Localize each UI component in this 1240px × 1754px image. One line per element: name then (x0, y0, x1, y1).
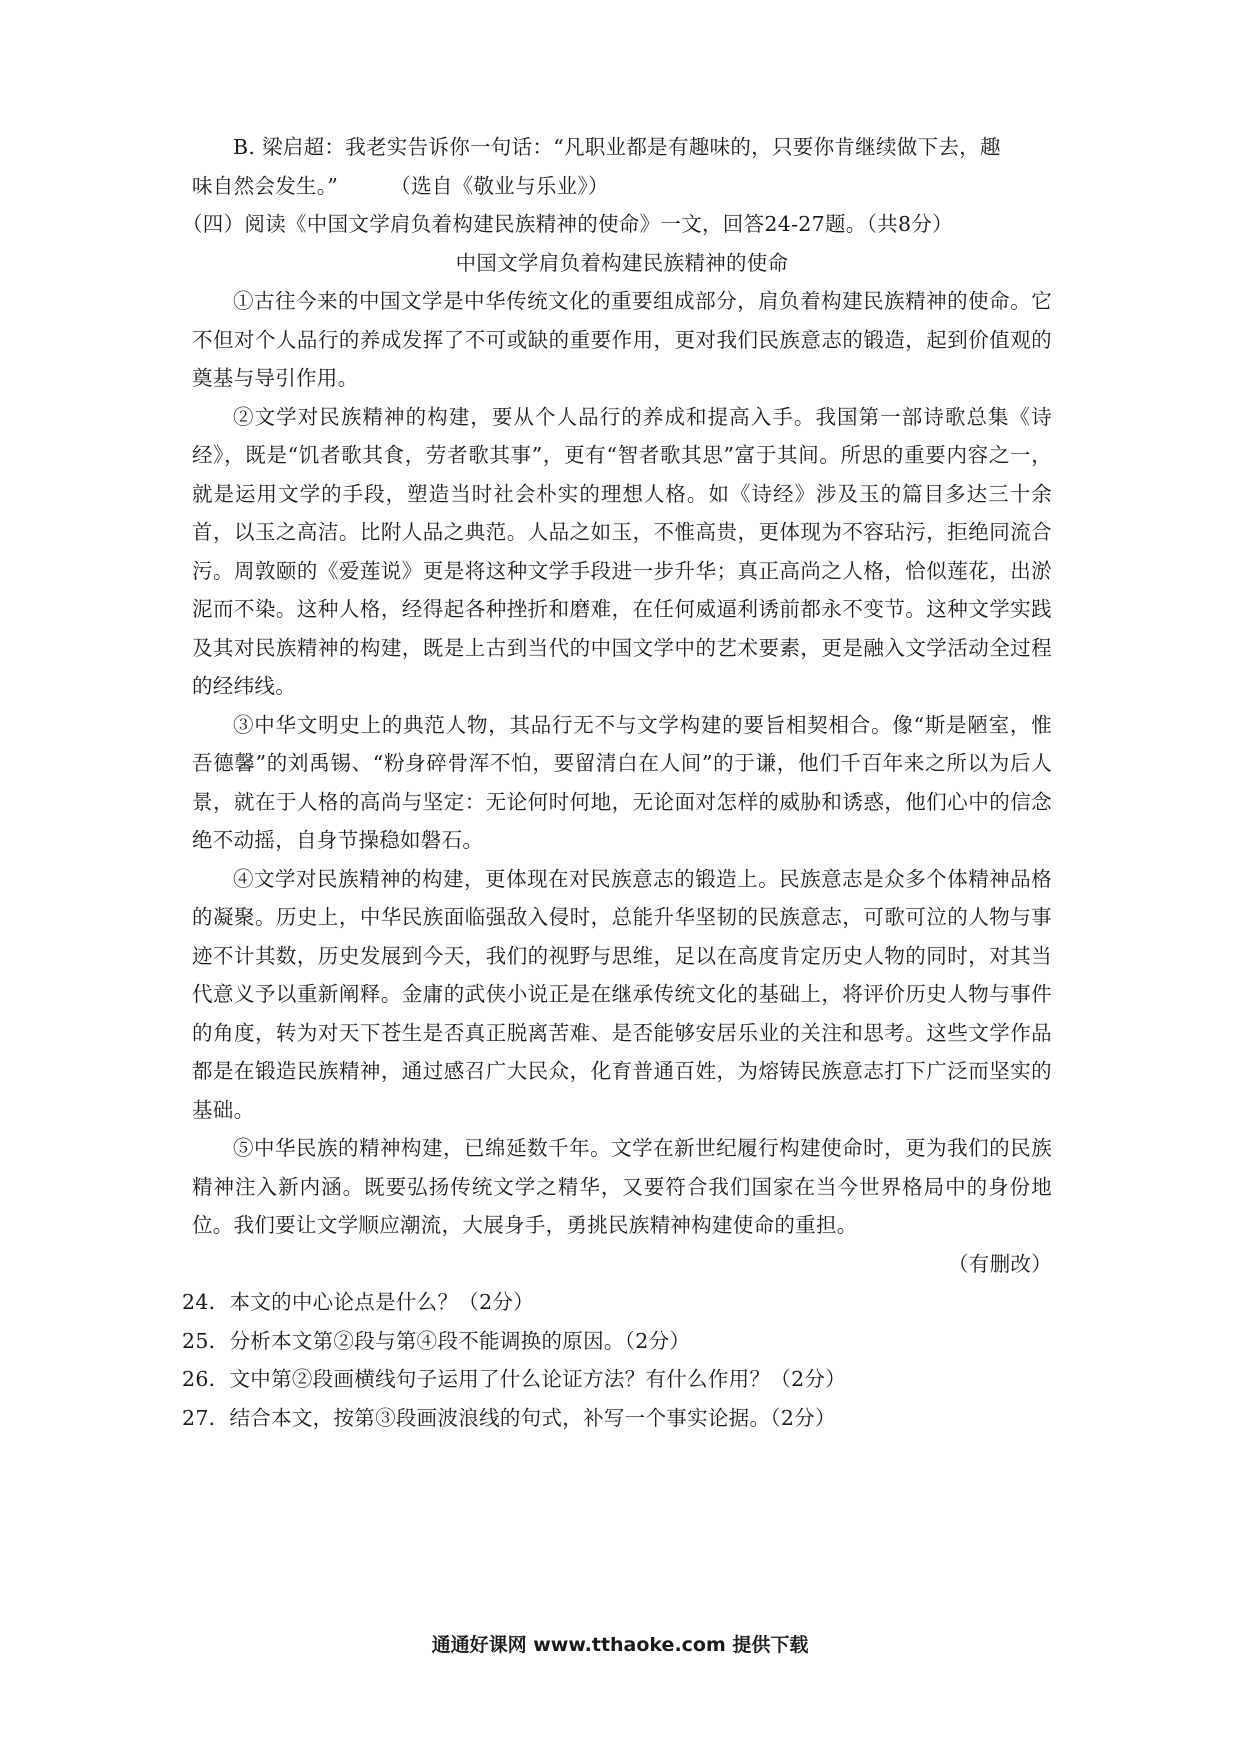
option-b-line1: B. 梁启超：我老实告诉你一句话：“凡职业都是有趣味的，只要你肯继续做下去，趣 (233, 135, 1001, 159)
question-26: 26．文中第②段画横线句子运用了什么论证方法？有什么作用？（2分） (182, 1367, 847, 1391)
article-paragraph-4: ④文学对民族精神的构建，更体现在对民族意志的锻造上。民族意志是众多个体精神品格的凝聚。历史上，中华民族面临强敌入侵时，总能升华坚韧的民族意志，可歌可泣的人物与事迹不计其数，历史发展到今天，我们的视野与思维，足以在高度肯定历史人物的同时，对其当代意义予以重新阐释。金庸的武侠小说正是在继承传统文化的基础上，将评价历史人物与事件的角度，转为对天下苍生是否真正脱离苦难、是否能够安居乐业的关注和思考。这些文学作品都是在锻造民族精神，通过感召广大民众，化育普通百姓，为熔铸民族意志打下广泛而坚实的基础。 (192, 866, 1052, 1122)
question-25: 25．分析本文第②段与第④段不能调换的原因。（2分） (182, 1328, 691, 1353)
question-list (182, 1283, 1052, 1437)
article-paragraph-1: ①古往今来的中国文学是中华传统文化的重要组成部分，肩负着构建民族精神的使命。它不但对个人品行的养成发挥了不可或缺的重要作用，更对我们民族意志的锻造，起到价值观的奠基与导引作用。 (192, 289, 1052, 390)
option-b-line2: 味自然会发生。” （选自《敬业与乐业》） (192, 173, 609, 198)
question-27: 27．结合本文，按第③段画波浪线的句式，补写一个事实论据。（2分） (182, 1405, 836, 1430)
edit-note: （有删改） (948, 1251, 1052, 1276)
article-paragraph-5: ⑤中华民族的精神构建，已绵延数千年。文学在新世纪履行构建使命时，更为我们的民族精神注入新内涵。既要弘扬传统文学之精华，又要符合我们国家在当今世界格局中的身份地位。我们要让文学顺应潮流，大展身手，勇挑民族精神构建使命的重担。 (192, 1136, 1052, 1237)
section-intro: （四）阅读《中国文学肩负着构建民族精神的使命》一文，回答24-27题。（共8分） (182, 212, 953, 236)
option-b-block (182, 128, 1052, 1437)
article-title: 中国文学肩负着构建民族精神的使命 (455, 250, 789, 275)
article-paragraph-2: ②文学对民族精神的构建，要从个人品行的养成和提高入手。我国第一部诗歌总集《诗经》，既是“饥者歌其食，劳者歌其事”，更有“智者歌其思”富于其间。所思的重要内容之一，就是运用文学的手段，塑造当时社会朴实的理想人格。如《诗经》涉及玉的篇目多达三十余首，以玉之高洁。比附人品之典范。人品之如玉，不惟高贵，更体现为不容玷污，拒绝同流合污。周敦颐的《爱莲说》更是将这种文学手段进一步升华；真正高尚之人格，恰似莲花，出淤泥而不染。这种人格，经得起各种挫折和磨难，在任何威逼利诱前都永不变节。这种文学实践及其对民族精神的构建，既是上古到当代的中国文学中的艺术要素，更是融入文学活动全过程的经纬线。 (192, 404, 1052, 698)
question-24: 24．本文的中心论点是什么？（2分） (182, 1290, 535, 1314)
footer-credit: 通通好课网 www.tthaoke.com 提供下载 (431, 1634, 809, 1656)
article-paragraph-3: ③中华文明史上的典范人物，其品行无不与文学构建的要旨相契相合。像“斯是陋室，惟吾德馨”的刘禹锡、“粉身碎骨浑不怕，要留清白在人间”的于谦，他们千百年来之所以为后人景，就在于人格的高尚与坚定：无论何时何地，无论面对怎样的威胁和诱惑，他们心中的信念绝不动摇，自身节操稳如磐石。 (192, 712, 1052, 852)
